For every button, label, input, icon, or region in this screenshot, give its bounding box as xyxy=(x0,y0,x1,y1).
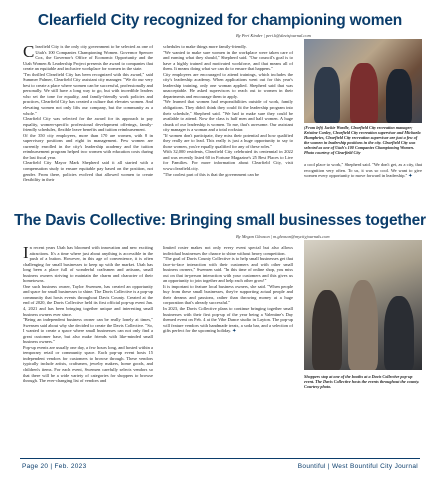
page-number: Page 20 | Feb. 2023 xyxy=(22,463,87,470)
photo-caption: (From left) Jackie Wardle, Clearfield City recreation manager; Kristine Conley, Clearfield City recreation supervisor and Michaela Humphries, Clearfield City recreation supervisor are just a few of the women in leadership positions in the city. Clearfield City was selected as one of Utah's 100 Companies Championing Women. Photo courtesy of Clearfield City xyxy=(304,125,421,156)
drop-cap: C xyxy=(23,42,35,61)
paragraph: It is important to feature local business owners, she said. "When people buy from these small businesses, they're supporting actual people and their dreams and passions, rather than throwing money at a huge corporation that's already successful." xyxy=(163,283,293,306)
article-1-column-1 xyxy=(23,44,153,183)
end-mark-icon: ✦ xyxy=(232,328,237,334)
person-figure xyxy=(314,67,340,123)
person-figure xyxy=(386,69,412,123)
paragraph: limited roster makes not only every event special but also allows individual businesses the chance to shine without heavy competition. xyxy=(163,245,293,256)
paragraph xyxy=(304,162,422,179)
person-figure xyxy=(384,296,414,370)
paragraph: Pop-up events are usually one day, a few hours long, and hosted within a temporary retail or community space. Each pop-up event hosts 15 independent vendors for customers to browse through. These vendors typically include artists, craftsmen, jewelry makers, home goods, and children's items. For each event, Swensen carefully selects vendors so that there will be a wide variety of categories for shoppers to browse through. The ever-changing list of vendors and xyxy=(23,344,153,384)
paragraph: "The coolest part of this is that the government can be xyxy=(163,171,259,177)
drop-cap: I xyxy=(23,243,29,262)
paragraph: schedules to make things more family-friendly. xyxy=(163,44,247,49)
article-2-byline: By Megan Gleason | m.gleason@mycityjournals.com xyxy=(236,234,330,239)
article-1-column-2 xyxy=(163,44,293,177)
paragraph: "We learned that women had responsibilities outside of work, family obligations. They didn't think they could fit the leadership program into their schedule," Shepherd said. "We had to make sure they could be available to attend. Now the class is half men and half women. A huge chunk of our leadership is women. To me, that's awesome. Our assistant city manager is a woman and a total rockstar. xyxy=(163,99,293,133)
person-figure xyxy=(350,63,378,123)
paragraph-text: In 2023, the Davis Collective plans to continue bringing together small businesses with their first pop-up of the year being a Valentine's Day themed event on Feb. 4 at the Vibe Dance studio in Layton. The pop-up will feature vendors with handmade treats, a soda bar, and a selection of gifts perfect for the upcoming holiday. xyxy=(163,306,293,334)
paragraph: "We wanted to make sure women in the workplace were taken care of and earning what they should," Shepherd said. "Our council's goal is to have a highly trained and motivated workforce, and that means all of them. It means doing what we can do to ensure that happens." xyxy=(163,49,293,72)
paragraph: City employees are encouraged to attend trainings, which includes the city's leadership academy. When applications went out for this year's leadership training, only one woman applied. Shepherd said that was unacceptable. He asked supervisors to reach out to women in their departments and encourage them to apply. xyxy=(163,71,293,99)
article-1-column-3 xyxy=(304,162,422,179)
paragraph: Clearfield City was selected for the award for its approach to pay equality, women-specific professional development offerings, family-friendly schedules, flexible leave benefits and tuition reimbursement. xyxy=(23,116,153,133)
paragraph: With 32,000 residents, Clearfield City celebrated its centennial in 2022 and was recently listed 60 in Fortune Magazine's 25 Best Places to Live for Families. For more information about Clearfield City, visit www.clearfield.city. xyxy=(163,149,293,172)
publication-name: Bountiful | West Bountiful City Journal xyxy=(297,463,418,470)
footer-divider xyxy=(20,458,420,459)
paragraph: "Being an independent business owner can be really lonely at times," Swensen said about why she decided to create the Davis Collective. "So, I wanted to create a space where small businesses can not only find a great customer base, but also make friends with like-minded small business owners." xyxy=(23,317,153,345)
paragraph: One such business owner, Taylor Swensen, has created an opportunity and space for small businesses to shine. The Davis Collective is a pop-up community that hosts events throughout Davis County. Created at the end of 2020, the Davis Collective held its first official pop-up event Jan. 4, 2021 and has been bringing together unique and interesting small business owners ever since. xyxy=(23,283,153,317)
paragraph: "If women don't participate, they miss their potential and how qualified they really are to lead. This really is just a huge opportunity to say to those women, you're equally qualified for any of these roles." xyxy=(163,132,293,149)
clearfield-women-photo xyxy=(304,39,422,123)
paragraph: Of the 350 city employees, more than 170 are women, with 8 in supervisory positions and eight in management. Few women are currently enrolled in the city's leadership academy and the tuition reimbursement program helped two women with education costs during the last fiscal year. xyxy=(23,132,153,160)
paragraph: n recent years Utah has bloomed with innovation and new exciting attractions. It's a time where just about anything is accessible in the push of a button. However, in this age of convenience, it is often challenging for small businesses to keep up with the market. Utah has long been a place full of wonderful craftsmen and artisans, small business owners striving to maintain the charm and character of their hometowns. xyxy=(23,245,153,284)
article-1-headline: Clearfield City recognized for championing women xyxy=(37,12,403,29)
article-1-byline: By Peri Kinder | peri.k@davisjournal.com xyxy=(236,33,311,38)
article-2-column-2 xyxy=(163,245,293,334)
person-figure xyxy=(348,280,378,370)
paragraph xyxy=(163,306,293,334)
davis-collective-photo xyxy=(304,240,422,370)
paragraph: learfield City is the only city government to be selected as one of Utah's 100 Companies Championing Women. Governor Spencer Cox, the Governor's Office of Economic Opportunity and the Utah Women & Leadership Project presents the award to companies that create an equitable and inclusive workplace for women in the state. xyxy=(23,44,153,72)
person-figure xyxy=(312,290,342,370)
photo-caption: Shoppers stop at one of the booths at a Davis Collective pop-up event. The Davis Collective hosts the events throughout the county. Courtesy photo. xyxy=(304,374,420,390)
paragraph-text: a cool place to work," Shepherd said. "We don't get, as a city, that recognition very often. To us, it was so cool. We want to give women every opportunity to move forward in leadership." xyxy=(304,162,422,179)
paragraph: "I'm thrilled Clearfield City has been recognized with this award," said Summer Palmer, Clearfield City assistant city manager. "We do our very best to create a place where women can be successful, professionally and personally. We still have a long way to go, but with incredible leaders who set the tone for equality, and family-friendly work policies and practices, Clearfield City has created a culture that elevates women. And elevating women not only lifts our company, but the community as a whole." xyxy=(23,71,153,116)
article-2-column-1 xyxy=(23,245,153,384)
paragraph: Clearfield City Mayor Mark Shepherd said it all started with a compensation study to ensure equitable pay based on the position, not gender. From there, policies evolved that allowed women to create flexibility in their xyxy=(23,160,153,183)
paragraph: "The goal of Davis County Collective is to help small businesses get that face-to-face interaction with their customers and with other small business owners," Swensen said. "In this time of online shop, you miss out on that in-person interaction with your customers and this gives us an opportunity to join together and help each other grow!" xyxy=(163,256,293,284)
end-mark-icon: ✦ xyxy=(408,173,413,179)
article-2-headline: The Davis Collective: Bringing small businesses together xyxy=(14,212,426,229)
